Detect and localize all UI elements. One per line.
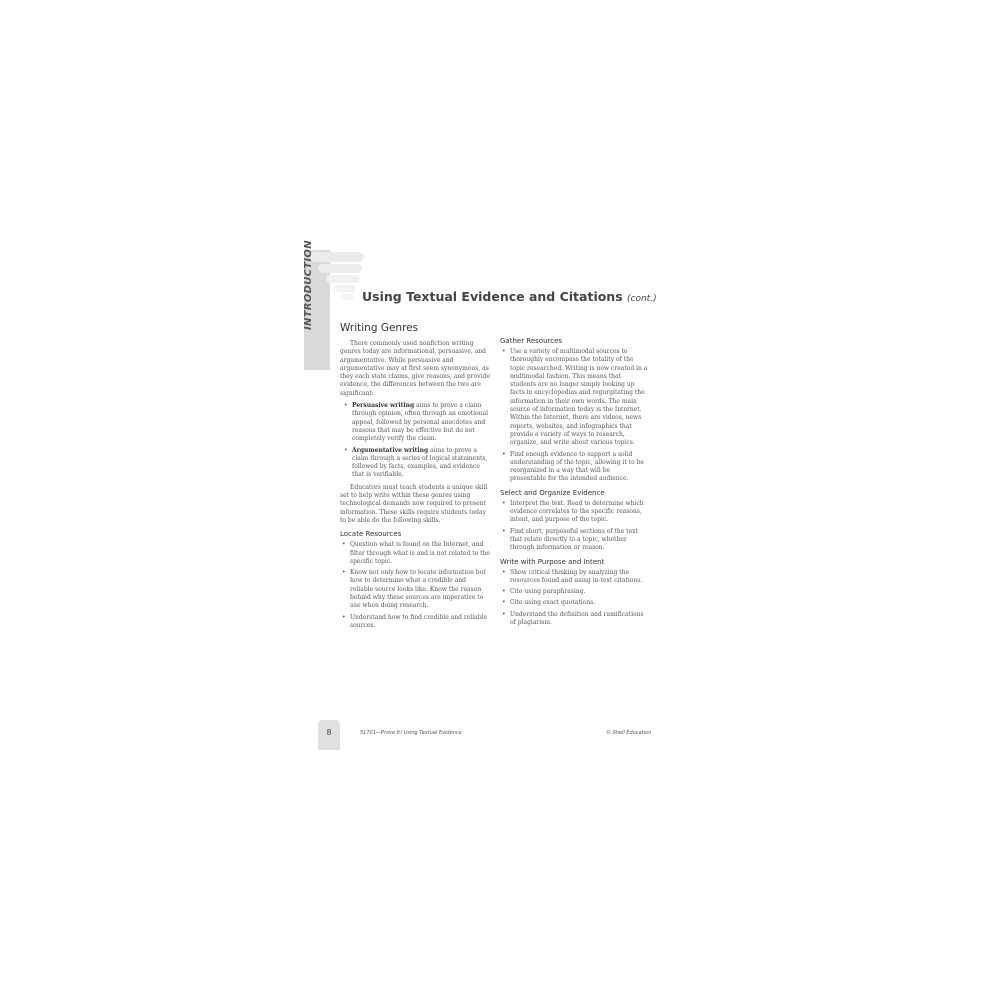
list-item (500, 611, 648, 628)
page-number: 8 (326, 728, 332, 737)
bullet-icon: • (502, 568, 506, 576)
page-title-cont: (cont.) (627, 294, 657, 304)
genre-text: aims to prove a claim through opinion, often through an emotional appeal, followed by personal anecdotes and reasons that may be effective but do not completely verify the claim. (352, 402, 488, 443)
list-item-text: Cite using exact quotations. (510, 599, 596, 607)
page-title (362, 289, 657, 304)
side-tab-label: INTRODUCTION (303, 240, 314, 330)
list-item-text: Find enough evidence to support a solid understanding of the topic, allowing it to be reorganized in a way that will be presentable for the intended audience. (510, 450, 644, 483)
locate-resources-heading: Locate Resources (340, 530, 402, 539)
bullet-icon: • (342, 569, 346, 577)
list-item-text: Interpret the text. Read to determine which evidence correlates to the specific reasons, intent, and purpose of the topic. (510, 499, 644, 524)
bullet-icon: • (502, 499, 506, 507)
list-item (500, 348, 648, 448)
gather-list (500, 348, 648, 484)
list-item-text: Cite using paraphrasing. (510, 588, 586, 596)
closing-paragraph: Educators must teach students a unique skill set to help write within these genres using technological demands now required to present information. These skills require students today to be able do the following skills. (340, 483, 488, 524)
genre-text: aims to prove a claim through a series of logical statements, followed by facts, examples, and evidence that is verifiable. (352, 446, 488, 479)
list-item-text: Know not only how to locate information but how to determine what a credible and reliable source looks like. Know the reason behind why these sources are imperative to use when doing research. (350, 569, 486, 610)
genre-term: Argumentative writing (352, 446, 429, 454)
intro-paragraph: There commonly used nonfiction writing genres today are informational, persuasive, and argumentative. While persuasive and argumentative may at first seem synonymous, as they each state claims, give reasons, and provide evidence, the differences between the two are significant: (340, 340, 490, 397)
list-item-text: Understand how to find credible and reliable sources. (350, 613, 488, 629)
list-item (340, 569, 490, 610)
list-item (340, 541, 490, 566)
list-item (500, 569, 648, 586)
list-item (500, 528, 648, 553)
list-item (500, 588, 648, 596)
list-item-text: Find short, purposeful sections of the text that relate directly to a topic, whether through information or reason. (510, 527, 638, 552)
footer-book-title: 51701—Prove It! Using Textual Evidence (360, 730, 462, 736)
list-item (500, 599, 648, 607)
bullet-icon: • (502, 527, 506, 535)
bullet-icon: • (502, 588, 506, 596)
list-item-text: Show critical thinking by analyzing the resources found and using in-text citations. (510, 568, 643, 584)
write-purpose-heading: Write with Purpose and Intent (500, 557, 605, 566)
list-item (340, 614, 490, 631)
genre-list (340, 402, 490, 480)
list-item (500, 500, 648, 525)
bullet-icon: • (502, 450, 506, 458)
footer-publisher: © Shell Education (606, 730, 652, 736)
bullet-icon: • (502, 348, 506, 355)
list-item-text: Understand the definition and ramifications of plagiarism. (510, 610, 644, 627)
list-item (340, 447, 490, 480)
bullet-icon: • (344, 446, 348, 454)
bullet-icon: • (342, 613, 346, 621)
bullet-icon: • (502, 610, 506, 618)
list-item-text: Question what is found on the Internet, and filter through what is and is not related to the specific topic. (350, 541, 490, 565)
page-title-text: Using Textual Evidence and Citations (362, 289, 623, 304)
bullet-icon: • (502, 599, 506, 607)
list-item (340, 402, 490, 443)
write-list (500, 569, 648, 628)
locate-list (340, 541, 490, 630)
writing-genres-heading: Writing Genres (340, 322, 419, 334)
gather-resources-heading: Gather Resources (500, 337, 563, 345)
left-column (340, 322, 490, 634)
bullet-icon: • (342, 541, 346, 549)
list-item-text: Use a variety of multimodal sources to thoroughly encompass the totality of the topic researched. Writing is now created in a multimodal fashion. This means that students are no longer simply looking up facts in encyclopedias and regurgitating the information in their own words. The main source of information today is the Internet. Within the Internet, there are videos, news reports, websites, and infographics that provide a variety of ways to research, organize, and write about various topics. (510, 348, 648, 447)
select-organize-heading: Select and Organize Evidence (500, 488, 605, 497)
list-item (500, 451, 648, 484)
genre-term: Persuasive writing (352, 402, 415, 410)
right-column (500, 336, 648, 631)
bullet-icon: • (344, 402, 348, 410)
select-list (500, 500, 648, 553)
